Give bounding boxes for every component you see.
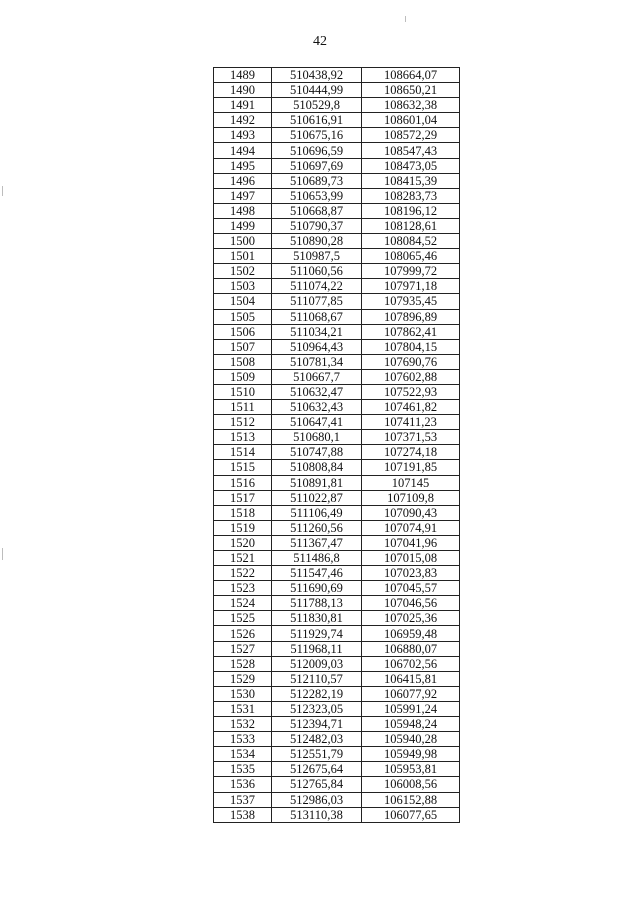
- x-coordinate-cell: 510689,73: [272, 173, 362, 188]
- point-number-cell: 1526: [214, 626, 272, 641]
- point-number-cell: 1533: [214, 732, 272, 747]
- x-coordinate-cell: 512394,71: [272, 717, 362, 732]
- coordinates-table-body: [214, 68, 460, 823]
- point-number-cell: 1519: [214, 520, 272, 535]
- point-number-cell: 1535: [214, 762, 272, 777]
- x-coordinate-cell: 513110,38: [272, 807, 362, 822]
- table-row: [214, 430, 460, 445]
- point-number-cell: 1520: [214, 535, 272, 550]
- x-coordinate-cell: 510668,87: [272, 203, 362, 218]
- point-number-cell: 1499: [214, 218, 272, 233]
- page-number: 42: [313, 34, 327, 49]
- x-coordinate-cell: 512282,19: [272, 686, 362, 701]
- y-coordinate-cell: 108650,21: [362, 83, 460, 98]
- y-coordinate-cell: 108084,52: [362, 234, 460, 249]
- y-coordinate-cell: 107191,85: [362, 460, 460, 475]
- table-row: [214, 551, 460, 566]
- table-row: [214, 626, 460, 641]
- point-number-cell: 1493: [214, 128, 272, 143]
- point-number-cell: 1491: [214, 98, 272, 113]
- table-row: [214, 98, 460, 113]
- table-row: [214, 279, 460, 294]
- table-row: [214, 128, 460, 143]
- point-number-cell: 1509: [214, 369, 272, 384]
- y-coordinate-cell: 107045,57: [362, 581, 460, 596]
- table-row: [214, 611, 460, 626]
- table-row: [214, 490, 460, 505]
- y-coordinate-cell: 108283,73: [362, 188, 460, 203]
- y-coordinate-cell: 107145: [362, 475, 460, 490]
- x-coordinate-cell: 511060,56: [272, 264, 362, 279]
- table-row: [214, 354, 460, 369]
- x-coordinate-cell: 511260,56: [272, 520, 362, 535]
- table-row: [214, 732, 460, 747]
- x-coordinate-cell: 511968,11: [272, 641, 362, 656]
- point-number-cell: 1534: [214, 747, 272, 762]
- table-row: [214, 234, 460, 249]
- table-row: [214, 792, 460, 807]
- y-coordinate-cell: 107041,96: [362, 535, 460, 550]
- table-row: [214, 249, 460, 264]
- y-coordinate-cell: 108196,12: [362, 203, 460, 218]
- scan-edge-mark: [2, 186, 3, 196]
- point-number-cell: 1523: [214, 581, 272, 596]
- y-coordinate-cell: 108632,38: [362, 98, 460, 113]
- y-coordinate-cell: 107015,08: [362, 551, 460, 566]
- x-coordinate-cell: 511367,47: [272, 535, 362, 550]
- table-row: [214, 747, 460, 762]
- point-number-cell: 1504: [214, 294, 272, 309]
- y-coordinate-cell: 107935,45: [362, 294, 460, 309]
- table-row: [214, 717, 460, 732]
- x-coordinate-cell: 510697,69: [272, 158, 362, 173]
- x-coordinate-cell: 510529,8: [272, 98, 362, 113]
- x-coordinate-cell: 510987,5: [272, 249, 362, 264]
- table-row: [214, 701, 460, 716]
- table-row: [214, 641, 460, 656]
- point-number-cell: 1515: [214, 460, 272, 475]
- x-coordinate-cell: 511486,8: [272, 551, 362, 566]
- y-coordinate-cell: 107025,36: [362, 611, 460, 626]
- point-number-cell: 1505: [214, 309, 272, 324]
- point-number-cell: 1537: [214, 792, 272, 807]
- x-coordinate-cell: 510616,91: [272, 113, 362, 128]
- point-number-cell: 1527: [214, 641, 272, 656]
- x-coordinate-cell: 512551,79: [272, 747, 362, 762]
- x-coordinate-cell: 510667,7: [272, 369, 362, 384]
- point-number-cell: 1507: [214, 339, 272, 354]
- y-coordinate-cell: 107371,53: [362, 430, 460, 445]
- point-number-cell: 1514: [214, 445, 272, 460]
- y-coordinate-cell: 108415,39: [362, 173, 460, 188]
- x-coordinate-cell: 512482,03: [272, 732, 362, 747]
- point-number-cell: 1502: [214, 264, 272, 279]
- x-coordinate-cell: 510696,59: [272, 143, 362, 158]
- y-coordinate-cell: 105949,98: [362, 747, 460, 762]
- table-row: [214, 173, 460, 188]
- y-coordinate-cell: 106415,81: [362, 671, 460, 686]
- table-row: [214, 68, 460, 83]
- x-coordinate-cell: 510790,37: [272, 218, 362, 233]
- point-number-cell: 1503: [214, 279, 272, 294]
- point-number-cell: 1524: [214, 596, 272, 611]
- x-coordinate-cell: 510808,84: [272, 460, 362, 475]
- table-row: [214, 566, 460, 581]
- y-coordinate-cell: 106152,88: [362, 792, 460, 807]
- point-number-cell: 1508: [214, 354, 272, 369]
- x-coordinate-cell: 511034,21: [272, 324, 362, 339]
- y-coordinate-cell: 108473,05: [362, 158, 460, 173]
- point-number-cell: 1498: [214, 203, 272, 218]
- point-number-cell: 1516: [214, 475, 272, 490]
- y-coordinate-cell: 106008,56: [362, 777, 460, 792]
- table-row: [214, 188, 460, 203]
- table-row: [214, 505, 460, 520]
- table-row: [214, 777, 460, 792]
- x-coordinate-cell: 510781,34: [272, 354, 362, 369]
- table-row: [214, 369, 460, 384]
- y-coordinate-cell: 107109,8: [362, 490, 460, 505]
- y-coordinate-cell: 106077,65: [362, 807, 460, 822]
- x-coordinate-cell: 511690,69: [272, 581, 362, 596]
- y-coordinate-cell: 108572,29: [362, 128, 460, 143]
- y-coordinate-cell: 106702,56: [362, 656, 460, 671]
- x-coordinate-cell: 510891,81: [272, 475, 362, 490]
- point-number-cell: 1497: [214, 188, 272, 203]
- y-coordinate-cell: 107411,23: [362, 415, 460, 430]
- table-row: [214, 807, 460, 822]
- coordinates-table: [213, 67, 460, 823]
- y-coordinate-cell: 107274,18: [362, 445, 460, 460]
- table-row: [214, 113, 460, 128]
- table-row: [214, 460, 460, 475]
- y-coordinate-cell: 105953,81: [362, 762, 460, 777]
- point-number-cell: 1529: [214, 671, 272, 686]
- y-coordinate-cell: 107074,91: [362, 520, 460, 535]
- point-number-cell: 1512: [214, 415, 272, 430]
- point-number-cell: 1517: [214, 490, 272, 505]
- table-row: [214, 762, 460, 777]
- point-number-cell: 1510: [214, 384, 272, 399]
- table-row: [214, 535, 460, 550]
- x-coordinate-cell: 511788,13: [272, 596, 362, 611]
- y-coordinate-cell: 107046,56: [362, 596, 460, 611]
- y-coordinate-cell: 108065,46: [362, 249, 460, 264]
- table-row: [214, 309, 460, 324]
- table-row: [214, 671, 460, 686]
- point-number-cell: 1495: [214, 158, 272, 173]
- point-number-cell: 1496: [214, 173, 272, 188]
- table-row: [214, 143, 460, 158]
- y-coordinate-cell: 107522,93: [362, 384, 460, 399]
- x-coordinate-cell: 510964,43: [272, 339, 362, 354]
- table-row: [214, 686, 460, 701]
- x-coordinate-cell: 511830,81: [272, 611, 362, 626]
- y-coordinate-cell: 106880,07: [362, 641, 460, 656]
- table-row: [214, 339, 460, 354]
- table-row: [214, 324, 460, 339]
- x-coordinate-cell: 512009,03: [272, 656, 362, 671]
- point-number-cell: 1536: [214, 777, 272, 792]
- y-coordinate-cell: 107023,83: [362, 566, 460, 581]
- table-row: [214, 520, 460, 535]
- y-coordinate-cell: 107461,82: [362, 400, 460, 415]
- x-coordinate-cell: 510747,88: [272, 445, 362, 460]
- table-row: [214, 400, 460, 415]
- x-coordinate-cell: 510680,1: [272, 430, 362, 445]
- x-coordinate-cell: 510632,47: [272, 384, 362, 399]
- y-coordinate-cell: 108664,07: [362, 68, 460, 83]
- table-row: [214, 656, 460, 671]
- y-coordinate-cell: 107090,43: [362, 505, 460, 520]
- x-coordinate-cell: 510890,28: [272, 234, 362, 249]
- table-row: [214, 415, 460, 430]
- x-coordinate-cell: 510675,16: [272, 128, 362, 143]
- point-number-cell: 1532: [214, 717, 272, 732]
- y-coordinate-cell: 107690,76: [362, 354, 460, 369]
- point-number-cell: 1492: [214, 113, 272, 128]
- x-coordinate-cell: 511106,49: [272, 505, 362, 520]
- y-coordinate-cell: 107804,15: [362, 339, 460, 354]
- y-coordinate-cell: 108601,04: [362, 113, 460, 128]
- point-number-cell: 1490: [214, 83, 272, 98]
- scan-edge-mark: [2, 548, 3, 560]
- point-number-cell: 1530: [214, 686, 272, 701]
- x-coordinate-cell: 512675,64: [272, 762, 362, 777]
- y-coordinate-cell: 108128,61: [362, 218, 460, 233]
- x-coordinate-cell: 510632,43: [272, 400, 362, 415]
- x-coordinate-cell: 511022,87: [272, 490, 362, 505]
- y-coordinate-cell: 105948,24: [362, 717, 460, 732]
- table-row: [214, 475, 460, 490]
- x-coordinate-cell: 512986,03: [272, 792, 362, 807]
- point-number-cell: 1538: [214, 807, 272, 822]
- point-number-cell: 1494: [214, 143, 272, 158]
- point-number-cell: 1528: [214, 656, 272, 671]
- table-row: [214, 384, 460, 399]
- y-coordinate-cell: 108547,43: [362, 143, 460, 158]
- table-row: [214, 158, 460, 173]
- table-row: [214, 218, 460, 233]
- point-number-cell: 1513: [214, 430, 272, 445]
- x-coordinate-cell: 511068,67: [272, 309, 362, 324]
- x-coordinate-cell: 511077,85: [272, 294, 362, 309]
- y-coordinate-cell: 107971,18: [362, 279, 460, 294]
- x-coordinate-cell: 511547,46: [272, 566, 362, 581]
- table-row: [214, 445, 460, 460]
- table-row: [214, 83, 460, 98]
- x-coordinate-cell: 511074,22: [272, 279, 362, 294]
- table-row: [214, 294, 460, 309]
- point-number-cell: 1518: [214, 505, 272, 520]
- y-coordinate-cell: 105940,28: [362, 732, 460, 747]
- point-number-cell: 1511: [214, 400, 272, 415]
- table-row: [214, 596, 460, 611]
- y-coordinate-cell: 106959,48: [362, 626, 460, 641]
- point-number-cell: 1522: [214, 566, 272, 581]
- x-coordinate-cell: 512110,57: [272, 671, 362, 686]
- table-row: [214, 203, 460, 218]
- table-row: [214, 581, 460, 596]
- x-coordinate-cell: 512765,84: [272, 777, 362, 792]
- y-coordinate-cell: 107896,89: [362, 309, 460, 324]
- point-number-cell: 1489: [214, 68, 272, 83]
- y-coordinate-cell: 107602,88: [362, 369, 460, 384]
- y-coordinate-cell: 107862,41: [362, 324, 460, 339]
- point-number-cell: 1531: [214, 701, 272, 716]
- x-coordinate-cell: 510444,99: [272, 83, 362, 98]
- y-coordinate-cell: 106077,92: [362, 686, 460, 701]
- point-number-cell: 1501: [214, 249, 272, 264]
- table-row: [214, 264, 460, 279]
- point-number-cell: 1500: [214, 234, 272, 249]
- x-coordinate-cell: 510653,99: [272, 188, 362, 203]
- point-number-cell: 1521: [214, 551, 272, 566]
- point-number-cell: 1506: [214, 324, 272, 339]
- y-coordinate-cell: 107999,72: [362, 264, 460, 279]
- x-coordinate-cell: 511929,74: [272, 626, 362, 641]
- x-coordinate-cell: 510438,92: [272, 68, 362, 83]
- x-coordinate-cell: 512323,05: [272, 701, 362, 716]
- scan-edge-mark: [405, 16, 406, 22]
- y-coordinate-cell: 105991,24: [362, 701, 460, 716]
- x-coordinate-cell: 510647,41: [272, 415, 362, 430]
- point-number-cell: 1525: [214, 611, 272, 626]
